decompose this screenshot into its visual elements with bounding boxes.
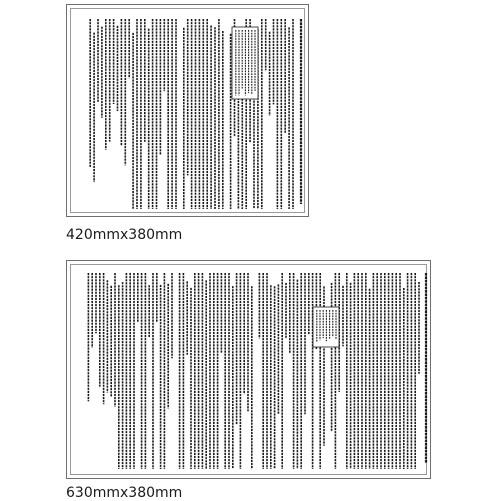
document-panel-420x380 bbox=[66, 4, 309, 217]
size-caption-420x380: 420mmx380mm bbox=[66, 227, 183, 243]
vertical-text-columns bbox=[67, 261, 432, 480]
document-panel-630x380 bbox=[66, 260, 431, 479]
text-column-group bbox=[88, 273, 426, 469]
vertical-text-columns bbox=[67, 5, 310, 218]
text-column-group bbox=[90, 19, 301, 209]
size-caption-630x380: 630mmx380mm bbox=[66, 485, 183, 501]
